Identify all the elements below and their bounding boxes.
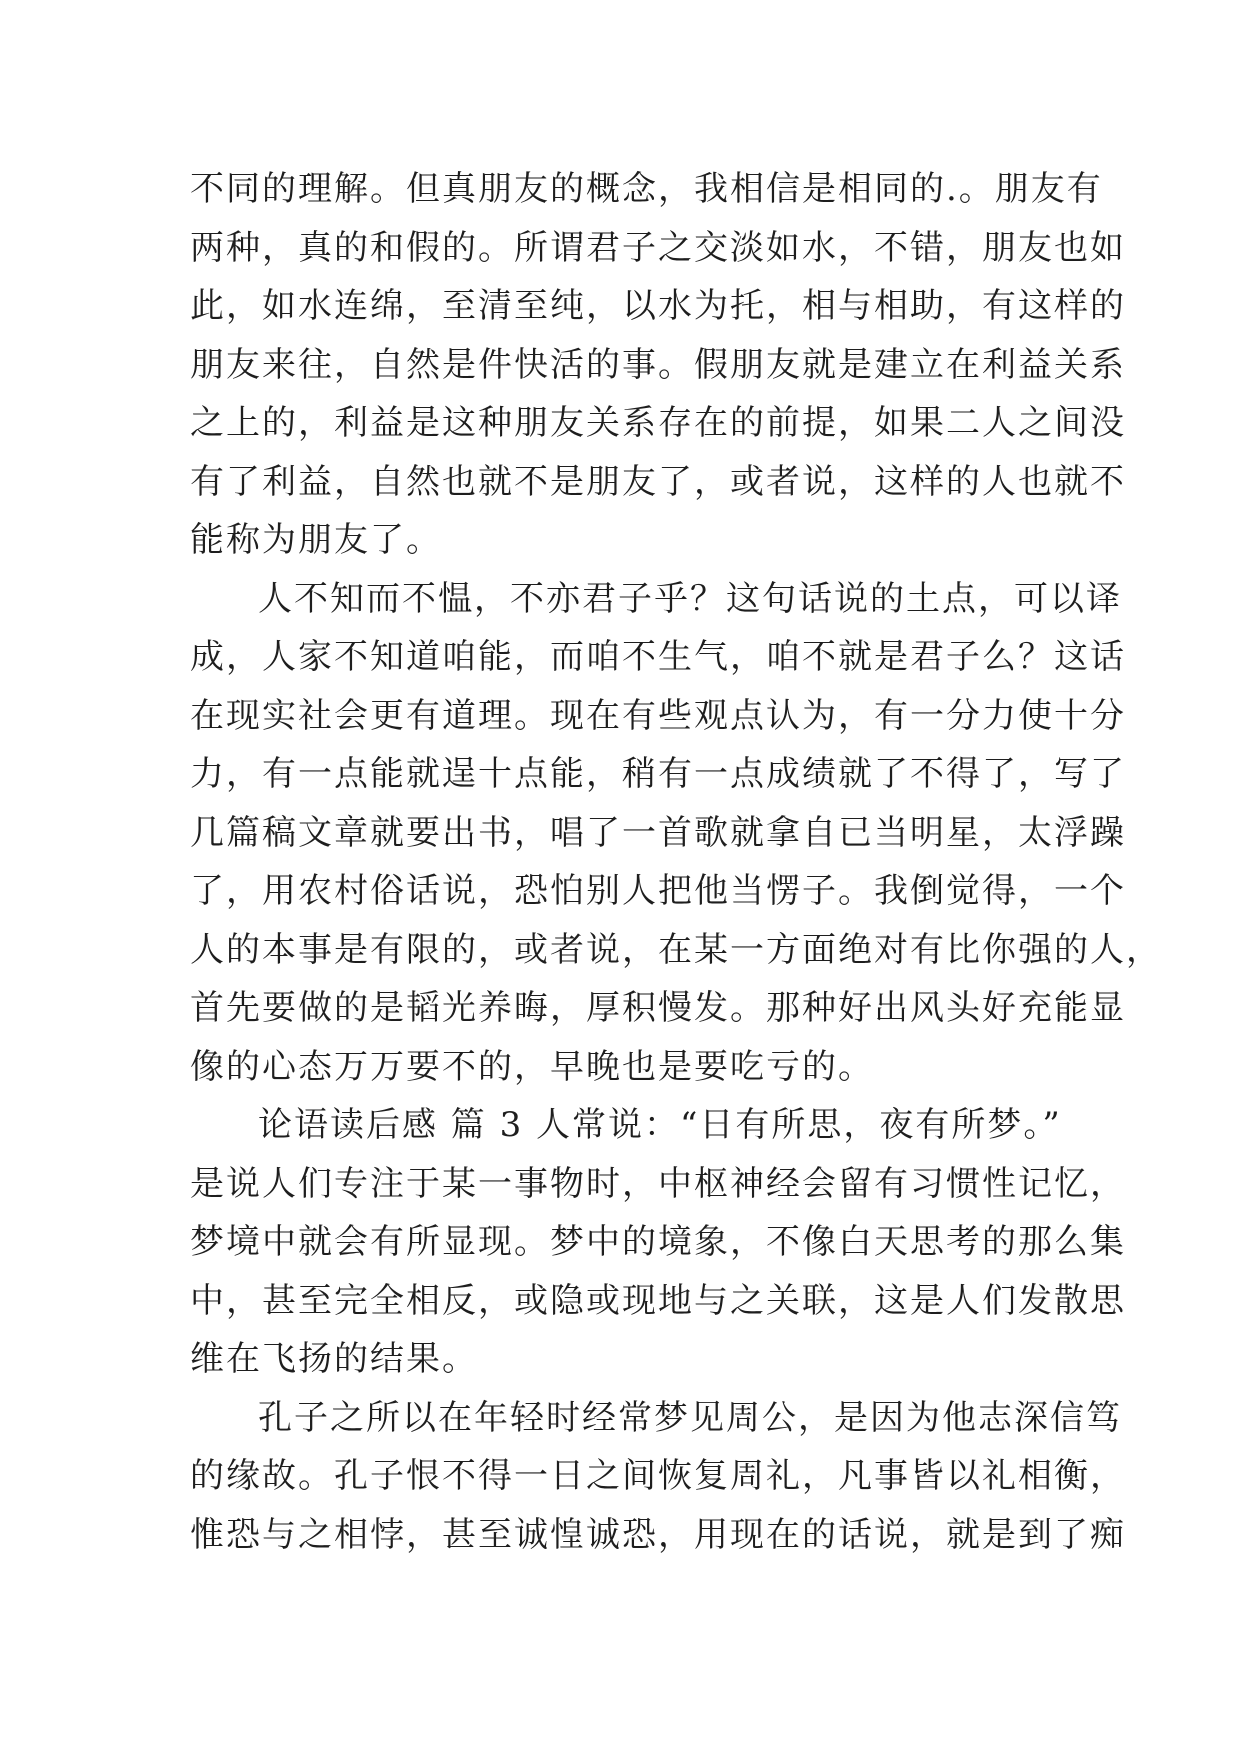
text-line: 在现实社会更有道理。现在有些观点认为，有一分力使十分 [190, 696, 1126, 736]
text-line: 孔子之所以在年轻时经常梦见周公，是因为他志深信笃 [258, 1398, 1122, 1438]
text-line: 人的本事是有限的，或者说，在某一方面绝对有比你强的人， [190, 930, 1162, 970]
text-line: 是说人们专注于某一事物时，中枢神经会留有习惯性记忆， [190, 1164, 1126, 1204]
text-line: 两种，真的和假的。所谓君子之交淡如水，不错，朋友也如 [190, 228, 1126, 268]
text-line: 了，用农村俗话说，恐怕别人把他当愣子。我倒觉得，一个 [190, 871, 1126, 911]
text-line: 论语读后感 篇 3 人常说：“日有所思，夜有所梦。” [258, 1105, 1062, 1145]
text-line: 之上的，利益是这种朋友关系存在的前提，如果二人之间没 [190, 403, 1126, 443]
text-line: 此，如水连绵，至清至纯，以水为托，相与相助，有这样的 [190, 286, 1126, 326]
text-line: 像的心态万万要不的，早晚也是要吃亏的。 [190, 1047, 874, 1087]
text-line: 梦境中就会有所显现。梦中的境象，不像白天思考的那么集 [190, 1222, 1126, 1262]
text-line: 的缘故。孔子恨不得一日之间恢复周礼，凡事皆以礼相衡， [190, 1456, 1126, 1496]
text-line: 人不知而不愠，不亦君子乎？这句话说的土点，可以译 [258, 579, 1122, 619]
text-line: 朋友来往，自然是件快活的事。假朋友就是建立在利益关系 [190, 345, 1126, 385]
text-line: 力，有一点能就逞十点能，稍有一点成绩就了不得了，写了 [190, 754, 1126, 794]
text-line: 首先要做的是韬光养晦，厚积慢发。那种好出风头好充能显 [190, 988, 1126, 1028]
text-line: 能称为朋友了。 [190, 520, 442, 560]
text-line: 几篇稿文章就要出书，唱了一首歌就拿自已当明星，太浮躁 [190, 813, 1126, 853]
text-line: 维在飞扬的结果。 [190, 1339, 478, 1379]
text-line: 惟恐与之相悖，甚至诚惶诚恐，用现在的话说，就是到了痴 [190, 1515, 1126, 1555]
text-line: 有了利益，自然也就不是朋友了，或者说，这样的人也就不 [190, 462, 1126, 502]
text-line: 不同的理解。但真朋友的概念，我相信是相同的.。朋友有 [190, 169, 1103, 209]
text-line: 成，人家不知道咱能，而咱不生气，咱不就是君子么？这话 [190, 637, 1126, 677]
text-line: 中，甚至完全相反，或隐或现地与之关联，这是人们发散思 [190, 1281, 1126, 1321]
